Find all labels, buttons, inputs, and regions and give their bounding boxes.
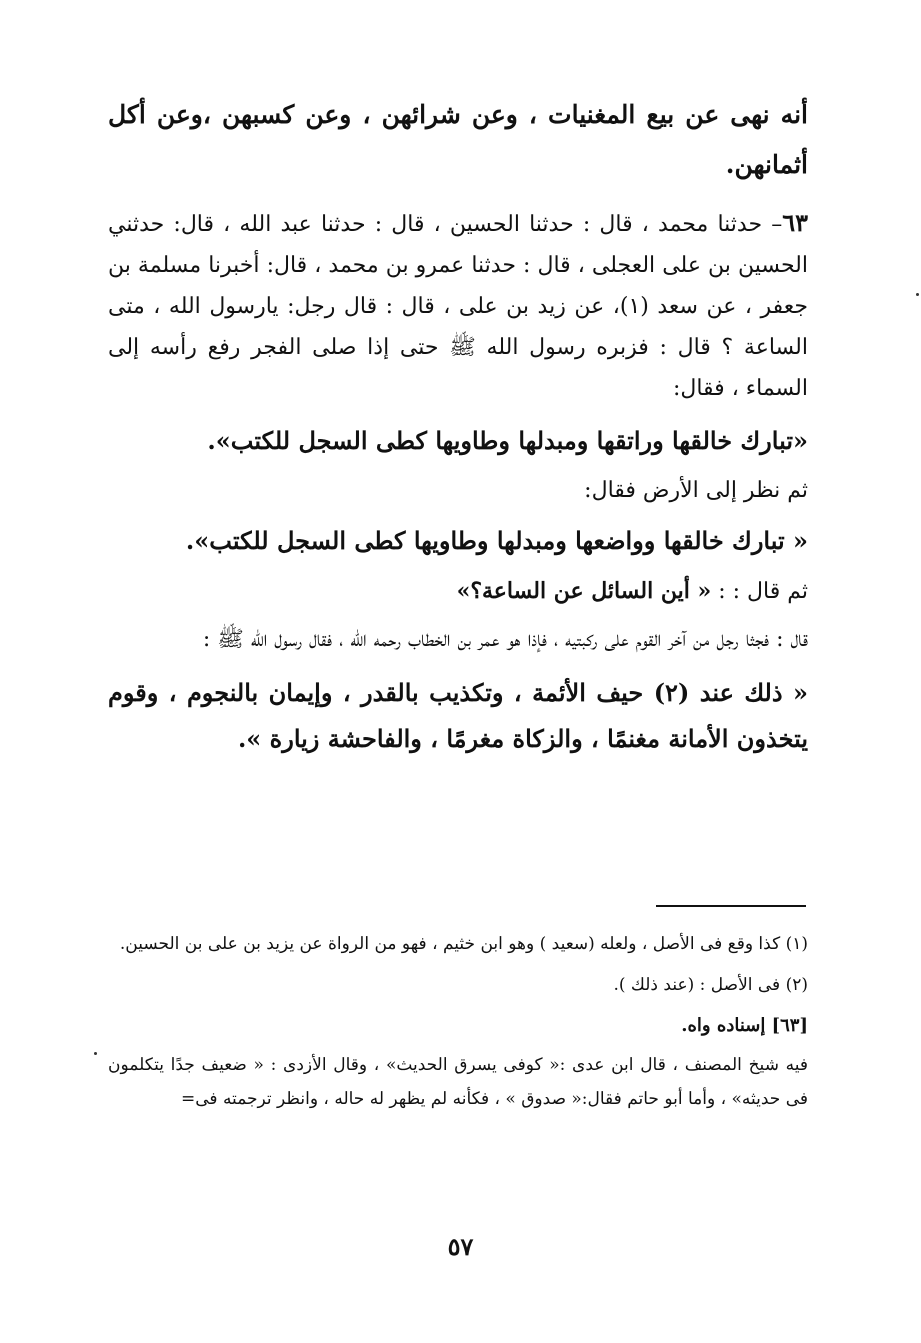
asker-quote: « أين السائل عن الساعة؟» xyxy=(456,578,712,604)
earth-line: ثم نظر إلى الأرض فقال: xyxy=(584,478,808,503)
grading-body: فيه شيخ المصنف ، قال ابن عدى :« كوفى يسرق الحديث» ، وقال الأزدى : « ضعيف جدًا يتكلمون فى حديثه» ، وأما أبو حاتم فقال:« صدوق » ، فكأنه لم يظهر له حاله ، وانظر ترجمته فى= xyxy=(108,1055,808,1109)
footnote-divider xyxy=(656,905,806,907)
final-quote: « ذلك عند (٢) حيف الأئمة ، وتكذيب بالقدر ، وإيمان بالنجوم ، وقوم يتخذون الأمانة مغنمًا ، والزكاة مغرمًا ، والفاحشة زيارة ». xyxy=(108,678,808,753)
main-text xyxy=(108,90,808,762)
asker-line xyxy=(132,571,808,612)
hadith-isnad xyxy=(108,202,808,409)
quote-earth: « تبارك خالقها وواضعها ومبدلها وطاويها كطى السجل للكتب». xyxy=(185,526,808,555)
hadith-number: ٦٣ xyxy=(782,208,808,237)
quote-heavens: «تبارك خالقها وراتقها ومبدلها وطاويها كطى السجل للكتب». xyxy=(207,426,808,455)
grading-heading: [٦٣] إسناده واه. xyxy=(681,1015,808,1036)
footnote-2: (٢) فى الأصل : (عند ذلك ). xyxy=(613,975,808,995)
scan-speck xyxy=(94,1052,97,1055)
asker-prefix: ثم قال : : xyxy=(711,579,808,604)
intro-paragraph: أنه نهى عن بيع المغنيات ، وعن شرائهن ، وعن كسبهن ،وعن أكل أثمانهن. xyxy=(108,100,808,179)
scan-speck xyxy=(916,293,919,296)
footnote-1: (١) كذا وقع فى الأصل ، ولعله (سعيد ) وهو ابن خثيم ، فهو من الرواة عن يزيد بن على بن الحسين. xyxy=(119,934,808,954)
page-number: ٥٧ xyxy=(447,1232,474,1261)
narration-paragraph: قال : فجثا رجل من آخر القوم على ركبتيه ، فإذا هو عمر بن الخطاب رحمه الله ، فقال رسول الله ﷺ : xyxy=(202,627,808,652)
hadith-isnad-text: – حدثنا محمد ، قال : حدثنا الحسين ، قال : حدثنا عبد الله ، قال: حدثني الحسين بن على العجلى ، قال : حدثنا عمرو بن محمد ، قال: أخبرنا مسلمة بن جعفر ، عن سعد (١)، عن زيد بن على ، قال : قال رجل: يارسول الله ، متى الساعة ؟ قال : فزبره رسول الله ﷺ حتى إذا صلى الفجر رفع رأسه إلى السماء ، فقال: xyxy=(108,212,808,401)
footnotes xyxy=(108,928,808,1116)
